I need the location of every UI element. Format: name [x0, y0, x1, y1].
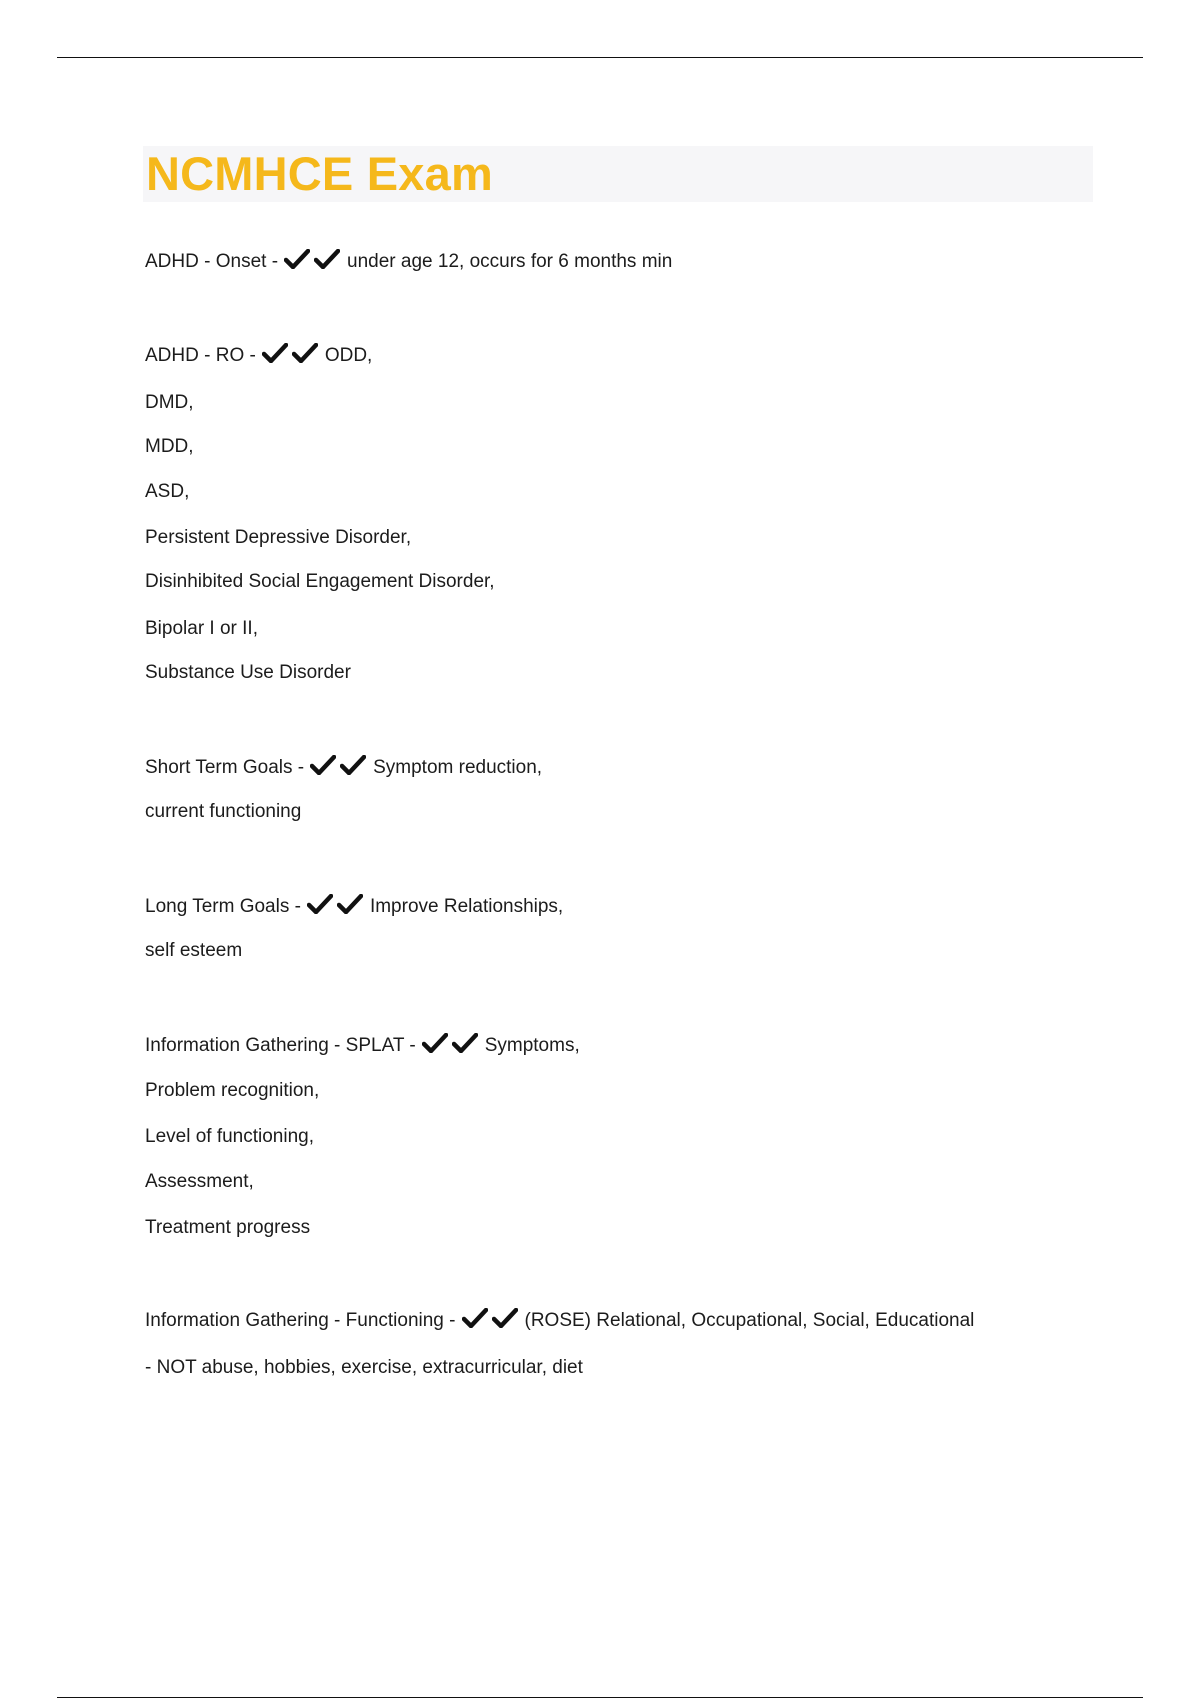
card-term: ADHD - Onset - [145, 251, 279, 272]
card-answer-line: Substance Use Disorder [145, 662, 351, 683]
card-answer-line: Treatment progress [145, 1217, 311, 1238]
card-term: ADHD - RO - [145, 345, 256, 366]
check-mark-icon [422, 1033, 448, 1053]
card-answer: ODD, [324, 345, 373, 366]
card-answer-line: ASD, [145, 481, 190, 502]
check-mark-icon [314, 249, 340, 269]
card-answer-line: self esteem [145, 940, 243, 961]
card-answer-line: Bipolar I or II, [145, 618, 258, 639]
card-answer: (ROSE) Relational, Occupational, Social, Educational [524, 1310, 975, 1331]
card-answer: Symptom reduction, [373, 757, 543, 778]
card-answer-line: Level of functioning, [145, 1126, 315, 1147]
page-title: NCMHCE Exam [146, 147, 493, 200]
check-mark-icon [492, 1308, 518, 1328]
card-answer-line: Disinhibited Social Engagement Disorder, [145, 571, 495, 592]
check-marks [284, 249, 344, 279]
check-mark-icon [307, 894, 333, 914]
card-term-line [145, 247, 672, 277]
check-mark-icon [284, 249, 310, 269]
card-term-line [145, 1031, 580, 1061]
card-term-line [145, 753, 542, 783]
card-term-line [145, 892, 563, 922]
check-marks [262, 343, 322, 373]
check-marks [422, 1033, 482, 1063]
card-answer-line: Assessment, [145, 1171, 254, 1192]
card-term: Short Term Goals - [145, 757, 305, 778]
check-mark-icon [292, 343, 318, 363]
card-answer: Symptoms, [484, 1035, 580, 1056]
card-term: Information Gathering - SPLAT - [145, 1035, 416, 1056]
check-marks [462, 1308, 522, 1338]
card-answer-line: Problem recognition, [145, 1080, 320, 1101]
card-answer-line: MDD, [145, 436, 194, 457]
card-answer-line: current functioning [145, 801, 302, 822]
card-answer-line: - NOT abuse, hobbies, exercise, extracurricular, diet [145, 1357, 583, 1378]
footer-rule [57, 1697, 1143, 1698]
card-term: Long Term Goals - [145, 896, 301, 917]
check-marks [307, 894, 367, 924]
check-mark-icon [452, 1033, 478, 1053]
card-term-line [145, 341, 372, 371]
header-rule [57, 57, 1143, 58]
check-marks [310, 755, 370, 785]
check-mark-icon [462, 1308, 488, 1328]
card-answer: under age 12, occurs for 6 months min [347, 251, 673, 272]
card-answer: Improve Relationships, [369, 896, 564, 917]
card-term-line [145, 1306, 974, 1336]
check-mark-icon [262, 343, 288, 363]
card-answer-line: Persistent Depressive Disorder, [145, 527, 412, 548]
card-term: Information Gathering - Functioning - [145, 1310, 456, 1331]
check-mark-icon [337, 894, 363, 914]
check-mark-icon [340, 755, 366, 775]
card-answer-line: DMD, [145, 392, 194, 413]
check-mark-icon [310, 755, 336, 775]
